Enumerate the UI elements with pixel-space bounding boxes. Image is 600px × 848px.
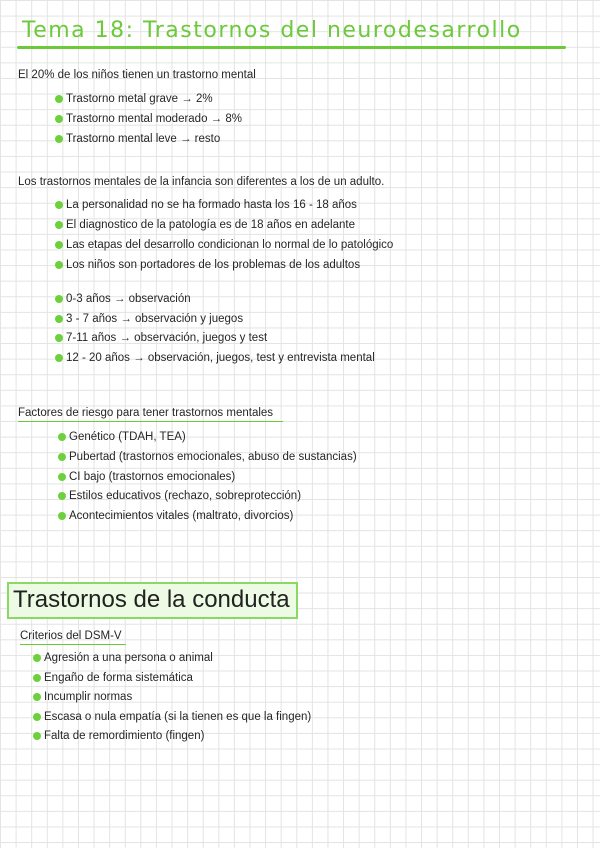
list-item: CI bajo (trastornos emocionales) [58,470,235,484]
bullet-icon [55,115,63,123]
diff-lead: Los trastornos mentales de la infancia son diferentes a los de un adulto. [18,176,385,188]
dsm-subheading: Criterios del DSM-V [20,629,126,645]
list-item: Trastorno mental leve → resto [55,132,220,146]
bullet-icon [58,453,66,461]
bullet-icon [33,693,41,701]
list-item: Acontecimientos vitales (maltrato, divorcios) [58,509,293,523]
bullet-icon [55,135,63,143]
page-title: Tema 18: Trastornos del neurodesarrollo [22,18,522,43]
bullet-icon [55,315,63,323]
list-item: Las etapas del desarrollo condicionan lo normal de lo patológico [55,238,393,252]
bullet-icon [55,221,63,229]
bullet-icon [55,334,63,342]
title-underline [17,46,566,49]
list-item: Escasa o nula empatía (si la tienen es que la fingen) [33,710,311,724]
list-item: Falta de remordimiento (fingen) [33,729,204,743]
bullet-icon [55,241,63,249]
risk-heading: Factores de riesgo para tener trastornos mentales [18,406,283,422]
list-item: Incumplir normas [33,690,132,704]
list-item: 12 - 20 años → observación, juegos, test y entrevista mental [55,351,375,365]
list-item: El diagnostico de la patología es de 18 años en adelante [55,218,355,232]
list-item: La personalidad no se ha formado hasta los 16 - 18 años [55,198,357,212]
list-item: Estilos educativos (rechazo, sobreprotección) [58,489,301,503]
bullet-icon [58,473,66,481]
list-item: 3 - 7 años → observación y juegos [55,312,243,326]
list-item: Pubertad (trastornos emocionales, abuso de sustancias) [58,450,357,464]
intro-lead: El 20% de los niños tienen un trastorno mental [18,69,256,81]
list-item: Genético (TDAH, TEA) [58,430,186,444]
bullet-icon [58,512,66,520]
bullet-icon [33,732,41,740]
bullet-icon [58,492,66,500]
bullet-icon [33,713,41,721]
list-item: Trastorno metal grave → 2% [55,92,213,106]
bullet-icon [55,295,63,303]
bullet-icon [33,654,41,662]
list-item: Los niños son portadores de los problemas de los adultos [55,258,360,272]
list-item: Agresión a una persona o animal [33,651,213,665]
list-item: 0-3 años → observación [55,292,191,306]
bullet-icon [55,201,63,209]
bullet-icon [55,261,63,269]
list-item: Engaño de forma sistemática [33,671,193,685]
bullet-icon [33,674,41,682]
list-item: Trastorno mental moderado → 8% [55,112,242,126]
bullet-icon [55,354,63,362]
section-heading-conduct: Trastornos de la conducta [7,582,298,619]
bullet-icon [55,95,63,103]
list-item: 7-11 años → observación, juegos y test [55,331,267,345]
bullet-icon [58,433,66,441]
